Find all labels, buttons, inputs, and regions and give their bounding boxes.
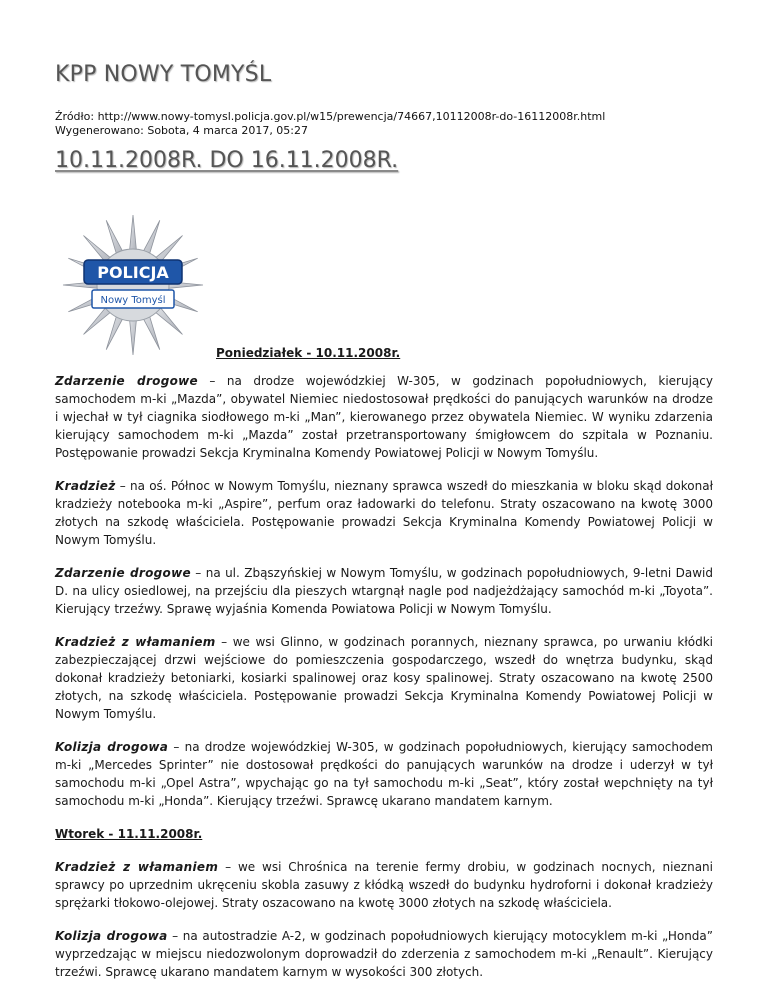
incident-entry — [55, 477, 713, 549]
incident-type: Kradzież — [55, 479, 116, 493]
incident-description: – we wsi Glinno, w godzinach porannych, nieznany sprawca, po urwaniu kłódki zabezpieczającej drzwi wejściowe do pomieszczenia gospodarczego, wszedł do wnętrza budynku, skąd dokonał kradzieży betoniarki, kosiarki spalinowej oraz kosy spalinowej. Straty oszacowano na kwotę 2500 złotych, na szkodę właściciela. Postępowanie prowadzi Sekcja Kryminalna Komendy Powiatowej Policji w Nowym Tomyślu. — [55, 635, 713, 721]
entries-monday — [55, 372, 713, 810]
incident-type: Kradzież z włamaniem — [55, 860, 219, 874]
entries-tuesday — [55, 858, 713, 981]
site-title: KPP NOWY TOMYŚL — [55, 62, 272, 87]
incident-entry — [55, 738, 713, 810]
badge-text: POLICJA — [97, 263, 169, 282]
incident-description: – na drodze wojewódzkiej W-305, w godzinach popołudniowych, kierujący samochodem m-ki „Mercedes Sprinter” nie dostosował prędkości do panujących warunków na drodze i uderzył w tył samochodu m-ki „Opel Astra”, wpychając go na tył samochodu m-ki „Seat”, który został wepchnięty na tył samochodu m-ki „Honda”. Kierujący trzeźwi. Sprawcę ukarano mandatem karnym. — [55, 740, 713, 808]
document-meta — [55, 110, 605, 138]
incident-entry — [55, 564, 713, 618]
day-heading-tuesday: Wtorek - 11.11.2008r. — [55, 827, 203, 841]
incident-type: Kolizja drogowa — [55, 740, 169, 754]
article-body — [55, 372, 713, 996]
city-text: Nowy Tomyśl — [100, 295, 166, 306]
article-title: 10.11.2008R. DO 16.11.2008R. — [55, 148, 399, 173]
incident-type: Kolizja drogowa — [55, 929, 168, 943]
incident-description: – we wsi Chrośnica na terenie fermy drobiu, w godzinach nocnych, nieznani sprawcy po uprzednim ukręceniu skobla zasuwy z kłódką wszedł do budynku hydroforni i dokonał kradzieży sprężarki tłokowo-olejowej. Straty oszacowano na kwotę 3000 złotych na szkodę właściciela. — [55, 860, 713, 910]
incident-type: Zdarzenie drogowe — [55, 566, 191, 580]
incident-entry — [55, 633, 713, 723]
police-badge-logo — [58, 210, 208, 360]
incident-description: – na drodze wojewódzkiej W-305, w godzinach popołudniowych, kierujący samochodem m-ki „Mazda”, obywatel Niemiec niedostosował prędkości do panujących warunków na drodze i wjechał w tył ciagnika siodłowego m-ki „Man”, kierowanego przez obywatela Niemiec. W wyniku zdarzenia kierujący samochodem m-ki „Mazda” został przetransportowany śmigłowcem do szpitala w Poznaniu. Postępowanie prowadzi Sekcja Kryminalna Komendy Powiatowej Policji w Nowym Tomyślu. — [55, 374, 713, 460]
generated-line: Wygenerowano: Sobota, 4 marca 2017, 05:27 — [55, 124, 309, 137]
incident-type: Kradzież z włamaniem — [55, 635, 216, 649]
incident-entry — [55, 927, 713, 981]
police-star-icon — [58, 210, 208, 360]
incident-description: – na ul. Zbąszyńskiej w Nowym Tomyślu, w godzinach popołudniowych, 9-letni Dawid D. na ulicy osiedlowej, na przejściu dla pieszych wtargnął nagle pod nadjeżdżający samochód m-ki „Toyota”. Kierujący trzeźwy. Sprawę wyjaśnia Komenda Powiatowa Policji w Nowym Tomyślu. — [55, 566, 713, 616]
incident-description: – na autostradzie A-2, w godzinach popołudniowych kierujący motocyklem m-ki „Honda” wyprzedzając w miejscu niedozwolonym doprowadził do zderzenia z samochodem m-ki „Renault”. Kierujący trzeźwi. Sprawcę ukarano mandatem karnym w wysokości 300 złotych. — [55, 929, 713, 979]
incident-entry — [55, 858, 713, 912]
incident-entry — [55, 372, 713, 462]
source-line: Źródło: http://www.nowy-tomysl.policja.gov.pl/w15/prewencja/74667,10112008r-do-16112008r.html — [55, 110, 606, 123]
incident-type: Zdarzenie drogowe — [55, 374, 198, 388]
incident-description: – na oś. Północ w Nowym Tomyślu, nieznany sprawca wszedł do mieszkania w bloku skąd dokonał kradzieży notebooka m-ki „Aspire”, perfum oraz ładowarki do telefonu. Straty oszacowano na kwotę 3000 złotych na szkodę właściciela. Postępowanie prowadzi Sekcja Kryminalna Komendy Powiatowej Policji w Nowym Tomyślu. — [55, 479, 713, 547]
day-heading-monday: Poniedziałek - 10.11.2008r. — [216, 346, 401, 360]
